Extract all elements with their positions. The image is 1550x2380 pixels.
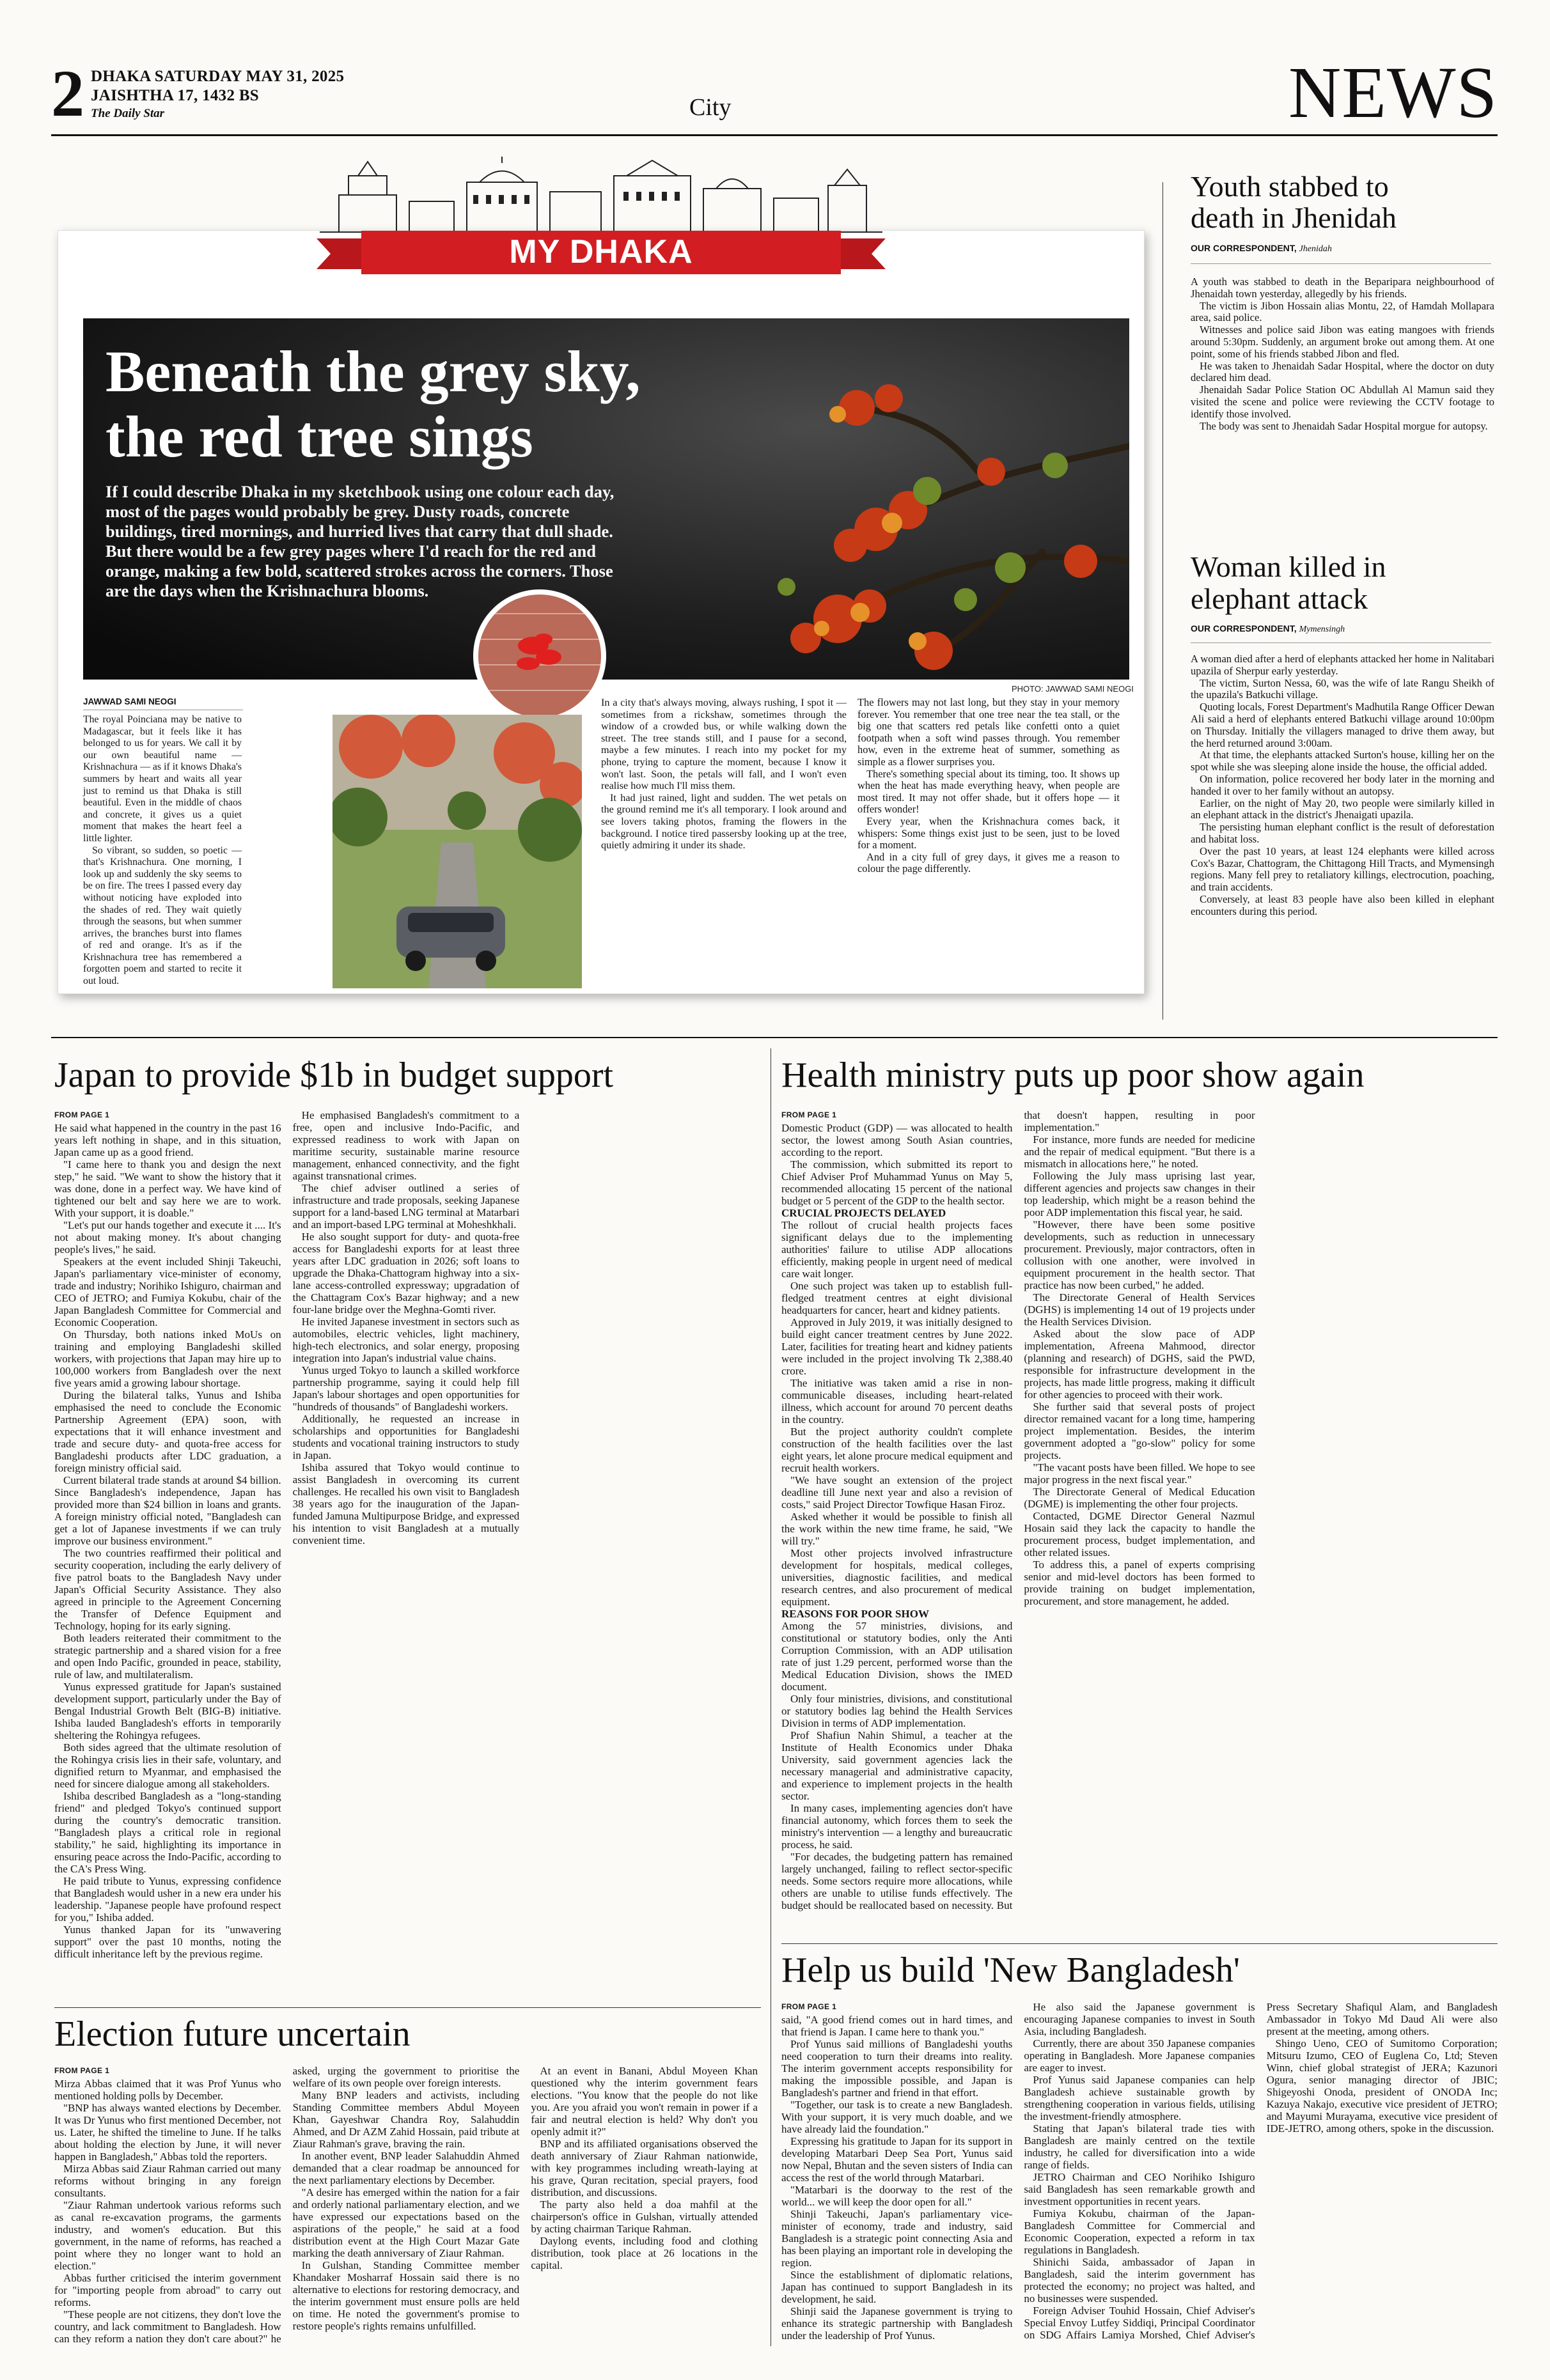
- election-p5: Abbas further criticised the interim government for "importing people from abroad" to carry out reforms.: [54, 2272, 281, 2308]
- health-p12: Only four ministries, divisions, and constitutional or statutory bodies lag behind the Health Services Division in terms of ADP implementation.: [781, 1693, 1013, 1729]
- health-headline: Health ministry puts up poor show again: [781, 1055, 1365, 1095]
- my-dhaka-banner: MY DHAKA: [509, 233, 693, 270]
- health-p9: Asked whether it would be possible to finish all the work within the new time frame, he said, "We will try.": [781, 1511, 1013, 1547]
- help-kicker: FROM PAGE 1: [781, 2002, 837, 2011]
- health-p23: The Directorate General of Medical Education (DGME) is implementing the other four projects.: [1024, 1486, 1255, 1510]
- health-p2: The commission, which submitted its report to Chief Adviser Prof Muhammad Yunus on May 5, recommended allocating 15 percent of the national budget or 5 percent of the GDP to the health sector.: [781, 1158, 1013, 1207]
- help-p17: Shingo Ueno, CEO of Sumitomo Corporation; Mitsuru Izumo, CEO of Euglena Co, Ltd; Steven Winn, chief global strategist of JERA; Kazunori Ogura, senior managing director of JBIC; Shigeyoshi Onoda, president of ONODA Inc; Kazuya Nakajo, executive vice president of JETRO; and Mayumi Murayama, executive vice president of IDE-JETRO, among others, spoke in the discussion.: [1266, 2037, 1498, 2135]
- help-rule: [781, 1943, 1498, 1944]
- japan-p1: He said what happened in the country in the past 16 years left nothing in shape, and in this situation, Japan came up as a good friend.: [54, 1122, 281, 1158]
- japan-p21: Ishiba assured that Tokyo would continue to assist Bangladesh in overcoming its current challenges. He recalled his own visit to Bangladesh 38 years ago for the inauguration of the Japan-funded Jamuna Multipurpose Bridge, and expressed his intention to visit Bangladesh at a mutually convenient time.: [292, 1461, 520, 1546]
- feature-col1: [83, 714, 242, 989]
- feature-intro: If I could describe Dhaka in my sketchbook using one colour each day, most of the pages would probably be grey. Dusty roads, concrete buildings, tired mornings, and hurried lives that carry that dull shade. But there would be a few grey pages where I'd reach for the red and orange, making a few bold, scattered strokes across the corners. Those are the days when the Krishnachura blooms.: [106, 482, 615, 600]
- feature-col3-p1: The flowers may not last long, but they stay in your memory forever. You remember that one tree near the tea stall, or the big one that scatters red petals like confetti onto a quiet footpath when a soft wind passes through. You remember how, even in the extreme heat of summer, something as simple as a flower surprises you.: [857, 696, 1120, 768]
- youth-title-line1: Youth stabbed to: [1191, 170, 1389, 203]
- health-p4: One such project was taken up to establish full-fledged treatment centres at eight divisional headquarters for cancer, heart and kidney patients.: [781, 1280, 1013, 1316]
- help-p7: Since the establishment of diplomatic relations, Japan has continued to support Bangladesh in its development, he said.: [781, 2269, 1013, 2305]
- skyline-illustration: [320, 157, 882, 233]
- health-subhead-1: CRUCIAL PROJECTS DELAYED: [781, 1207, 946, 1219]
- japan-p8: The two countries reaffirmed their political and security cooperation, including the early delivery of five patrol boats to the Bangladesh Navy under Japan's Official Security Assistance. They also agreed in principle to the Agreement Concerning the Transfer of Defence Equipment and Technology, hoping for its early signing.: [54, 1547, 281, 1632]
- help-body: [781, 2001, 1498, 2353]
- help-p15: Shinichi Saida, ambassador of Japan in Bangladesh, said the interim government has protected the economy; no project was halted, and no businesses were suspended.: [1024, 2256, 1255, 2305]
- help-p12: Stating that Japan's bilateral trade ties with Bangladesh are mainly centred on the textile industry, he called for diversification into a wide range of fields.: [1024, 2122, 1255, 2171]
- youth-p3: Witnesses and police said Jibon was eating mangoes with friends around 5:30pm. Suddenly, an argument broke out among them. At one point, some of his friends stabbed Jibon and fled.: [1191, 323, 1494, 360]
- youth-title-line2: death in Jhenidah: [1191, 201, 1397, 234]
- feature-col2: [601, 697, 847, 991]
- japan-body: [54, 1109, 758, 1966]
- woman-p2: The victim, Surton Nessa, 60, was the wife of late Rangu Sheikh of the upazila's Batkuchi village.: [1191, 676, 1494, 701]
- election-p7: Many BNP leaders and activists, including Standing Committee members Abdul Moyeen Khan, Gayeshwar Chandra Roy, Salahuddin Ahmed, and Dr AZM Zahid Hossain, paid tribute at Ziaur Rahman's grave, braving the rain.: [292, 2089, 520, 2150]
- photo-credit: PHOTO: JAWWAD SAMI NEOGI: [1012, 684, 1134, 694]
- woman-byline-place: Mymensingh: [1299, 625, 1345, 634]
- feature-byline: JAWWAD SAMI NEOGI: [83, 697, 176, 706]
- feature-col3-p2: There's something special about its timing, too. It shows up when the heat has made everything heavy, when people are most tired. It may not offer shade, but it offers hope — it offers wonder!: [857, 767, 1120, 816]
- health-subhead-2: REASONS FOR POOR SHOW: [781, 1608, 929, 1620]
- woman-byline: [1191, 623, 1345, 635]
- section-title: NEWS: [1288, 52, 1498, 133]
- japan-p20: Additionally, he requested an increase in scholarships and opportunities for Bangladeshi students and vocational training instructors to study in Japan.: [292, 1413, 520, 1461]
- street-photo: [333, 715, 582, 988]
- help-p13: JETRO Chairman and CEO Norihiko Ishiguro said Bangladesh has seen remarkable growth and investment opportunities in recent years.: [1024, 2171, 1255, 2207]
- youth-p5: Jhenaidah Sadar Police Station OC Abdullah Al Mamun said they visited the scene and police were reviewing the CCTV footage to identify those involved.: [1191, 384, 1494, 420]
- woman-title-line2: elephant attack: [1191, 582, 1368, 615]
- japan-p12: Ishiba described Bangladesh as a "long-standing friend" and pledged Tokyo's continued support during the country's democratic transition. "Bangladesh plays a critical role in regional stability," he said, highlighting its importance in ensuring peace across the Indo-Pacific, according to the CA's Press Wing.: [54, 1790, 281, 1875]
- election-p4: "Ziaur Rahman undertook various reforms such as canal re-excavation programs, the garments industry, and women's education. But this government, in the name of reforms, has reached a point where they no longer want to hold an election.": [54, 2199, 281, 2272]
- help-p5: "Matarbari is the doorway to the rest of the world... we will keep the door open for all.": [781, 2184, 1013, 2208]
- japan-p11: Both sides agreed that the ultimate resolution of the Rohingya crisis lies in their safe, voluntary, and dignified return to Myanmar, and emphasised the need for sincere dialogue among all stakeholders.: [54, 1741, 281, 1790]
- japan-headline: Japan to provide $1b in budget support: [54, 1055, 614, 1095]
- japan-p4: Speakers at the event included Shinji Takeuchi, Japan's parliamentary vice-minister of economy, trade and industry; Norihiko Ishiguro, chairman and CEO of JETRO; and Fumiya Kokubu, chair of the Japan Bangladesh Committee for Commercial and Economic Cooperation.: [54, 1256, 281, 1328]
- edition-date: DHAKA SATURDAY MAY 31, 2025: [91, 68, 345, 85]
- election-p10: In Gulshan, Standing Committee member Khandaker Mosharraf Hossain said there is no alternative to elections for restoring democracy, and the interim government must ensure polls are held on time. He noted the government's promise to restore people's rights remains unfulfilled.: [292, 2259, 520, 2332]
- japan-p14: Yunus thanked Japan for its "unwavering support" over the past 10 months, noting the difficult inheritance left by the previous regime.: [54, 1924, 281, 1960]
- election-p9: "A desire has emerged within the nation for a fair and orderly national parliamentary election, and we have expressed our expectations based on the aspirations of the people," he said at a food distribution event at the High Court Mazar Gate marking the death anniversary of Ziaur Rahman.: [292, 2186, 520, 2259]
- health-p15: "For decades, the budgeting pattern has remained largely unchanged, failing to reflect sector-specific needs. Some sectors require more allocations, while others are unable to utilise funds effectively. The budget should be reallocated based on necessity. But that doesn't happen, resulting in poor implementation.": [781, 1109, 1255, 1911]
- woman-p5: On information, police recovered her body later in the morning and handed it over to her family without an autopsy.: [1191, 772, 1494, 797]
- health-body: [781, 1109, 1498, 1924]
- health-p11: Among the 57 ministries, divisions, and constitutional or statutory bodies, only the Anti Corruption Commission, with an ADP utilisation rate of just 1.29 percent, performed worse than the Medical Education Division, shows the IMED document.: [781, 1620, 1013, 1693]
- woman-p6: Earlier, on the night of May 20, two people were similarly killed in an elephant attack in the district's Jhenaigati upazila.: [1191, 797, 1494, 821]
- help-headline: Help us build 'New Bangladesh': [781, 1950, 1240, 1990]
- youth-p1: A youth was stabbed to death in the Beparipara neighbourhood of Jhenaidah town yesterday, allegedly by his friends.: [1191, 276, 1494, 300]
- election-kicker: FROM PAGE 1: [54, 2066, 110, 2075]
- sidebar-divider: [1162, 182, 1163, 1020]
- youth-body: [1191, 276, 1494, 545]
- youth-p2: The victim is Jibon Hossain alias Montu, 22, of Hamdah Mollapara area, said police.: [1191, 299, 1494, 324]
- feature-col3-p4: And in a city full of grey days, it gives me a reason to colour the page differently.: [857, 850, 1120, 875]
- election-p14: Daylong events, including food and clothing distribution, took place at 26 locations in the capital.: [531, 2235, 758, 2271]
- japan-kicker: FROM PAGE 1: [54, 1110, 110, 1119]
- health-p6: The initiative was taken amid a rise in non-communicable diseases, including heart-related illness, which account for around 70 percent deaths in the country.: [781, 1377, 1013, 1426]
- health-p21: She further said that several posts of project director remained vacant for a long time, hampering project implementation. Besides, the interim government adopted a "go-slow" policy for some projects.: [1024, 1401, 1255, 1461]
- help-p1: said, "A good friend comes out in hard times, and that friend is Japan. I came here to thank you.": [781, 2014, 1013, 2038]
- japan-p16: The chief adviser outlined a series of infrastructure and trade proposals, seeking Japanese support for a land-based LNG terminal at Matarbari and an import-based LPG terminal at Moheshkhali.: [292, 1182, 520, 1231]
- help-p14: Fumiya Kokubu, chairman of the Japan-Bangladesh Committee for Commercial and Economic Cooperation, expected a reform in tax regulations in Bangladesh.: [1024, 2207, 1255, 2256]
- japan-p5: On Thursday, both nations inked MoUs on training and employing Bangladeshi skilled workers, with projections that Japan may hire up to 100,000 workers from Bangladesh over the next five years amid a growing labour shortage.: [54, 1328, 281, 1389]
- health-p8: "We have sought an extension of the project deadline till June next year and also a revision of costs," said Project Director Towfique Hasan Firoz.: [781, 1474, 1013, 1511]
- health-p19: The Directorate General of Health Services (DGHS) is implementing 14 out of 19 projects under the Health Services Division.: [1024, 1291, 1255, 1328]
- health-p16: For instance, more funds are needed for medicine and the repair of medical equipment. "But there is a mismatch in allocations here," he noted.: [1024, 1133, 1255, 1170]
- election-headline: Election future uncertain: [54, 2014, 411, 2054]
- section-rule: [51, 1037, 1498, 1038]
- health-p25: To address this, a panel of experts comprising senior and mid-level doctors has been formed to provide training on budget implementation, procurement, and store management, he added.: [1024, 1559, 1255, 1607]
- help-p3: "Together, our task is to create a new Bangladesh. With your support, it is very much doable, and we have already laid the foundation.": [781, 2099, 1013, 2135]
- health-p14: In many cases, implementing agencies don't have financial autonomy, which forces them to seek the ministry's intervention — a lengthy and bureaucratic process, he said.: [781, 1802, 1013, 1851]
- help-p10: Currently, there are about 350 Japanese companies operating in Bangladesh. More Japanese companies are eager to invest.: [1024, 2037, 1255, 2074]
- election-p2: "BNP has always wanted elections by December. It was Dr Yunus who first mentioned December, not us. Later, he shifted the timeline to June. If he talks about holding the election by June, it will never happen in Bangladesh," Abbas told the reporters.: [54, 2102, 281, 2163]
- health-p7: But the project authority couldn't complete construction of the health facilities over the last eight years, let alone procure medical equipment and recruit health workers.: [781, 1426, 1013, 1474]
- health-p5: Approved in July 2019, it was initially designed to build eight cancer treatment centres by June 2022. Later, facilities for treating heart and kidney patients were included in the project involving Tk 2,388.40 crore.: [781, 1316, 1013, 1377]
- japan-p17: He also sought support for duty- and quota-free access for Bangladeshi exports for at least three years after LDC graduation in 2026; soft loans to upgrade the Dhaka-Chattogram highway into a six-lane access-controlled expressway; upgradation of the Chattagram Cox's Bazar highway; and a new four-lane bridge over the Meghna-Gomti river.: [292, 1231, 520, 1316]
- health-p18: "However, there have been some positive developments, such as reduction in unnecessary procurement. Previously, major contractors, often in collusion with one another, were involved in equipment procurement in the health sector. That practice has now been curbed," he added.: [1024, 1218, 1255, 1291]
- woman-p3: Quoting locals, Forest Department's Madhutila Range Officer Dewan Ali said a herd of elephants entered Batkuchi village around 10:00pm on Thursday. Initially the villagers managed to drive them away, but the herd returned around 3:00am.: [1191, 701, 1494, 749]
- woman-rule: [1191, 642, 1491, 643]
- help-p11: Prof Yunus said Japanese companies can help Bangladesh achieve sustainable growth by strengthening cooperation in various fields, utilising the investment-friendly atmosphere.: [1024, 2074, 1255, 2122]
- feature-col1-p1: The royal Poinciana may be native to Madagascar, but it feels like it has belonged to us for years. We call it by our own beautiful name — Krishnachura — as if it knows Dhaka's summers by heart and waits all year just to remind us that Dhaka is still beautiful. Even in the middle of chaos and concrete, it gives us a quiet moment that makes the heart feel a little lighter.: [83, 714, 242, 844]
- japan-p10: Yunus expressed gratitude for Japan's sustained development support, particularly under the Bay of Bengal Industrial Growth Belt (BIG-B) initiative. Ishiba lauded Bangladesh's efforts in temporarily sheltering the Rohingya refugees.: [54, 1681, 281, 1741]
- election-p12: BNP and its affiliated organisations observed the death anniversary of Ziaur Rahman nationwide, with key programmes including wreath-laying at his grave, Quran recitation, special prayers, food distribution, and discussions.: [531, 2138, 758, 2198]
- feature-title-line2: the red tree sings: [106, 404, 533, 469]
- youth-p4: He was taken to Jhenaidah Sadar Hospital, where the doctor on duty declared him dead.: [1191, 359, 1494, 384]
- feature-title-line1: Beneath the grey sky,: [106, 339, 641, 404]
- woman-body: [1191, 653, 1494, 1031]
- help-p8: Shinji said the Japanese government is trying to enhance its strategic partnership with Bangladesh under the leadership of Prof Yunus.: [781, 2305, 1013, 2342]
- feature-col3: [857, 697, 1120, 991]
- health-p24: Contacted, DGME Director General Nazmul Hosain said they lack the capacity to handle the procurement process, budget implementation, and other related issues.: [1024, 1510, 1255, 1559]
- feature-col3-p3: Every year, when the Krishnachura comes back, it whispers: Some things exist just to be seen, just to be loved for a moment.: [857, 814, 1120, 852]
- help-p2: Prof Yunus said millions of Bangladeshi youths need cooperation to turn their dreams into reality. The interim government accepts responsibility for making the impossible possible, and Japan is Bangladesh's partner and friend in that effort.: [781, 2038, 1013, 2099]
- japan-p13: He paid tribute to Yunus, expressing confidence that Bangladesh would usher in a new era under his leadership. "Japanese people have profound respect for you," Ishiba added.: [54, 1875, 281, 1924]
- election-p6: "These people are not citizens, they don't love the country, and lack commitment to Bangladesh. How can they reform a nation they don't care about?" he asked, urging the government to prioritise the welfare of its own people over foreign interests.: [54, 2065, 520, 2345]
- election-body: [54, 2065, 758, 2349]
- japan-p7: Current bilateral trade stands at around $4 billion. Since Bangladesh's independence, Japan has provided more than $24 billion in loans and grants. A foreign ministry official noted, "Bangladesh can get a lot of Japanese investments if we can truly improve our business environment.": [54, 1474, 281, 1547]
- election-p1: Mirza Abbas claimed that it was Prof Yunus who mentioned holding polls by December.: [54, 2078, 281, 2102]
- japan-p18: He invited Japanese investment in sectors such as automobiles, electric vehicles, light machinery, high-tech electronics, and solar energy, proposing integration into Japan's industrial value chains.: [292, 1316, 520, 1364]
- youth-rule: [1191, 263, 1491, 264]
- section-label: City: [689, 94, 732, 121]
- help-p6: Shinji Takeuchi, Japan's parliamentary vice-minister of economy, trade and industry, said Bangladesh is a strategic point connecting Asia and has been playing an important role in developing the region.: [781, 2208, 1013, 2269]
- masthead-rule: [51, 134, 1498, 136]
- health-p13: Prof Shafiun Nahin Shimul, a teacher at the Institute of Health Economics under Dhaka University, said government agencies lack the necessary managerial and administrative capacity, and experience to implement projects in the health sector.: [781, 1729, 1013, 1802]
- help-p16: Foreign Adviser Touhid Hossain, Chief Adviser's Special Envoy Lutfey Siddiqi, Principal Coordinator on SDG Affairs Lamiya Morshed, Chief Adviser's Press Secretary Shafiqul Alam, and Bangladesh Ambassador in Tokyo Md Daud Ali were also present at the meeting, among others.: [1024, 2001, 1498, 2341]
- japan-p15: He emphasised Bangladesh's commitment to a free, open and inclusive Indo-Pacific, and expressed readiness to work with Japan on maritime security, sustainable marine resource management, enhanced connectivity, and the fight against transnational crimes.: [292, 1109, 520, 1182]
- woman-p4: At that time, the elephants attacked Surton's house, killing her on the spot while she was sleeping alone inside the house, the official added.: [1191, 749, 1494, 774]
- health-p22: "The vacant posts have been filled. We hope to see major progress in the next fiscal year.": [1024, 1461, 1255, 1486]
- health-p17: Following the July mass uprising last year, different agencies and projects saw changes in their top leadership, which might be a reason behind the poor ADP implementation this fiscal year, he said.: [1024, 1170, 1255, 1218]
- japan-p2: "I came here to thank you and design the next step," he said. "We want to show the history that it was done, done in a perfect way. We have kind of tightened our belt and say here we are to work. With your support, it is doable.": [54, 1158, 281, 1219]
- help-p4: Expressing his gratitude to Japan for its support in developing Matarbari Deep Sea Port, Yunus said now Nepal, Bhutan and the seven sisters of India can access the rest of the world through Matarbari.: [781, 2135, 1013, 2184]
- health-p1: Domestic Product (GDP) — was allocated to health sector, the lowest among South Asian countries, according to the report.: [781, 1122, 1013, 1158]
- woman-p8: Over the past 10 years, at least 124 elephants were killed across Cox's Bazar, Chattogram, the Chittagong Hill Tracts, and Mymensingh regions. Many fell prey to retaliatory killings, electrocution, poaching, and train accidents.: [1191, 844, 1494, 894]
- feature-col1-p2: So vibrant, so sudden, so poetic — that's Krishnachura. One morning, I look up and suddenly the sky seems to be on fire. The trees I passed every day without noticing have exploded into the shades of red. They wait quietly through the seasons, but when summer arrives, the branches burst into flames of red and orange. It's as if the Krishnachura tree has remembered a forgotten poem and started to recite it out loud.: [83, 844, 242, 987]
- page-number: 2: [51, 57, 84, 130]
- woman-p1: A woman died after a herd of elephants attacked her home in Nalitabari upazila of Sherpur early yesterday.: [1191, 653, 1494, 677]
- inset-photo: [472, 588, 607, 724]
- woman-p7: The persisting human elephant conflict is the result of deforestation and habitat loss.: [1191, 821, 1494, 845]
- health-p3: The rollout of crucial health projects faces significant delays due to the implementing authorities' failure to utilise ADP allocations efficiently, making people in urgent need of medical care wait longer.: [781, 1219, 1013, 1280]
- health-p20: Asked about the slow pace of ADP implementation, Afreena Mahmood, director (planning and research) of DGHS, said the PWD, responsible for infrastructure development in the projects, has made little progress, making it difficult for other agencies to proceed with their work.: [1024, 1328, 1255, 1401]
- bangla-date: JAISHTHA 17, 1432 BS: [91, 87, 260, 104]
- japan-p6: During the bilateral talks, Yunus and Ishiba emphasised the need to conclude the Economic Partnership Agreement (EPA) soon, with expectations that it will enhance investment and trade and secure duty- and quota-free access for Bangladeshi products after LDC graduation, a foreign ministry official said.: [54, 1389, 281, 1474]
- election-p3: Mirza Abbas said Ziaur Rahman carried out many reforms without bringing in any foreign consultants.: [54, 2163, 281, 2199]
- youth-byline: [1191, 243, 1332, 254]
- election-p8: In another event, BNP leader Salahuddin Ahmed demanded that a clear roadmap be announced for the next parliamentary elections by December.: [292, 2150, 520, 2186]
- youth-p6: The body was sent to Jhenaidah Sadar Hospital morgue for autopsy.: [1200, 419, 1488, 432]
- election-p13: The party also held a doa mahfil at the chairperson's office in Gulshan, virtually attended by acting chairman Tarique Rahman.: [531, 2198, 758, 2235]
- japan-p9: Both leaders reiterated their commitment to the strategic partnership and a shared vision for a free and open Indo Pacific, grounded in peace, stability, rule of law, and multilateralism.: [54, 1632, 281, 1681]
- feature-col2-p1: In a city that's always moving, always rushing, I spot it — sometimes from a rickshaw, sometimes through the window of a crowded bus, or while walking down the street. The tree stands still, and I pause for a second, maybe a few minutes. I reach into my pocket for my phone, trying to capture the moment, because I know it won't last. Soon, the petals will fall, and I won't even realise how much I'll miss them.: [601, 697, 847, 792]
- health-kicker: FROM PAGE 1: [781, 1110, 837, 1119]
- paper-name: The Daily Star: [91, 107, 165, 120]
- help-p9: He also said the Japanese government is encouraging Japanese companies to invest in South Asia, including Bangladesh.: [1024, 2001, 1255, 2037]
- election-rule: [54, 2007, 761, 2008]
- woman-p9: Conversely, at least 83 people have also been killed in elephant encounters during this period.: [1191, 892, 1494, 917]
- woman-title-line1: Woman killed in: [1191, 550, 1386, 583]
- feature-col2-p2: It had just rained, light and sudden. The wet petals on the ground remind me it's all temporary. I look around and see lovers taking photos, framing the flowers in the background. I notice tired passersby looking up at the tree, quietly admiring it under its shade.: [601, 791, 847, 852]
- election-p11: At an event in Banani, Abdul Moyeen Khan questioned why the interim government fears elections. "You know that the people do not like you. Are you afraid you won't remain in power if a fair and neutral election is held? Why don't you openly admit it?": [531, 2065, 758, 2138]
- japan-p19: Yunus urged Tokyo to launch a skilled workforce partnership programme, saying it could help fill Japan's labour shortages and open opportunities for "hundreds of thousands" of Bangladeshi workers.: [292, 1364, 520, 1413]
- youth-byline-label: OUR CORRESPONDENT,: [1191, 243, 1297, 253]
- japan-p3: "Let's put our hands together and execute it .... It's not about making money. It's about changing people's lives," he said.: [54, 1219, 281, 1256]
- youth-byline-place: Jhenidah: [1299, 244, 1332, 254]
- woman-byline-label: OUR CORRESPONDENT,: [1191, 623, 1297, 634]
- health-p10: Most other projects involved infrastructure development for hospitals, medical colleges, universities, diagnostic facilities, and medical research centres, and also procurement of medical equipment.: [781, 1547, 1013, 1608]
